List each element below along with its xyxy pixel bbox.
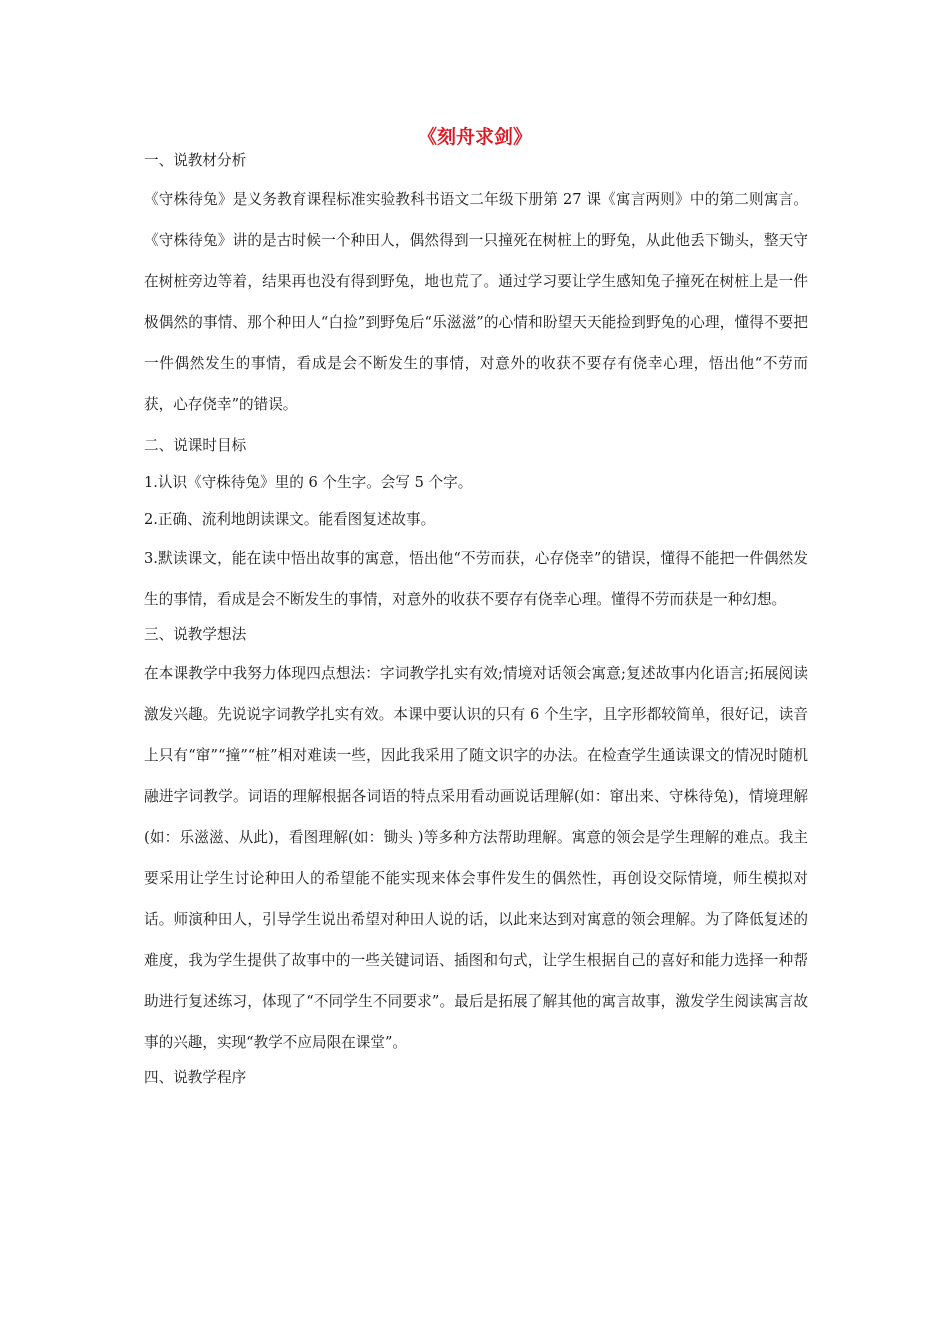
goal-item-1: 1.认识《守株待兔》里的 6 个生字。会写 5 个字。 [144, 474, 473, 491]
paragraph: 在本课教学中我努力体现四点想法：字词教学扎实有效;情境对话领会寓意;复述故事内化语言;拓展阅读激发兴趣。先说说字词教学扎实有效。本课中要认识的只有 6 个生字，且字形都较简单，很好记，读音上只有“窜”“撞”“桩”相对难读一些，因此我采用了随文识字的办法。在检查学生通读课文的情况时随机融进字词教学。词语的理解根据各词语的特点采用看动画说话理解(如：窜出来、守株待兔)，情境理解(如：乐滋滋、从此)，看图理解(如：锄头 )等多种方法帮助理解。寓意的领会是学生理解的难点。我主要采用让学生讨论种田人的希望能不能实现来体会事件发生的偶然性，再创设交际情境，师生模拟对话。师演种田人，引导学生说出希望对种田人说的话，以此来达到对寓意的领会理解。为了降低复述的难度，我为学生提供了故事中的一些关键词语、插图和句式，让学生根据自己的喜好和能力选择一种帮助进行复述练习，体现了“不同学生不同要求”。最后是拓展了解其他的寓言故事，激发学生阅读寓言故事的兴趣，实现“教学不应局限在课堂”。 [144, 665, 808, 1051]
document-body [144, 150, 808, 1096]
section-heading: 四、说教学程序 [144, 1069, 247, 1086]
paragraph: 《守株待兔》是义务教育课程标准实验教科书语文二年级下册第 27 课《寓言两则》中的第二则寓言。《守株待兔》讲的是古时候一个种田人，偶然得到一只撞死在树桩上的野兔，从此他丢下锄头，整天守在树桩旁边等着，结果再也没有得到野兔，地也荒了。通过学习要让学生感知兔子撞死在树桩上是一件极偶然的事情、那个种田人“白捡”到野兔后“乐滋滋”的心情和盼望天天能捡到野兔的心理，懂得不要把一件偶然发生的事情，看成是会不断发生的事情，对意外的收获不要存有侥幸心理，悟出他“不劳而获，心存侥幸”的错误。 [144, 191, 808, 413]
section-heading: 二、说课时目标 [144, 437, 247, 454]
section-heading: 一、说教材分析 [144, 152, 247, 169]
goal-item-3: 3.默读课文，能在读中悟出故事的寓意，悟出他“不劳而获，心存侥幸”的错误，懂得不能把一件偶然发生的事情，看成是会不断发生的事情，对意外的收获不要存有侥幸心理。懂得不劳而获是一种幻想。 [144, 550, 808, 608]
section-lesson-goals [144, 435, 808, 620]
section-teaching-procedure [144, 1067, 808, 1096]
section-heading: 三、说教学想法 [144, 626, 247, 643]
document-title: 《刻舟求剑》 [417, 126, 532, 148]
goal-item-2: 2.正确、流利地朗读课文。能看图复述故事。 [144, 511, 436, 528]
section-textbook-analysis [144, 150, 808, 425]
section-teaching-ideas [144, 624, 808, 1063]
